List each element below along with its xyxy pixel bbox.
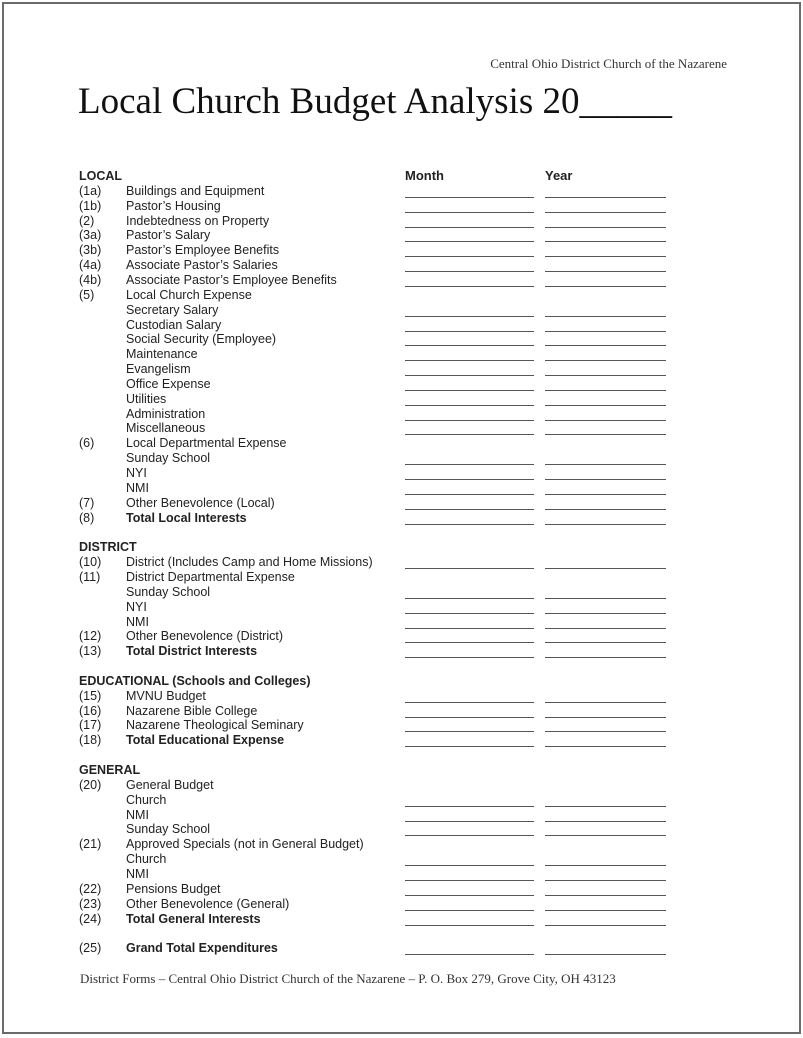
month-blank-line[interactable] <box>405 494 534 495</box>
line-label: Grand Total Expenditures <box>126 941 278 956</box>
year-blank-line[interactable] <box>545 286 666 287</box>
line-label: District Departmental Expense <box>126 570 295 584</box>
line-label: Administration <box>126 406 206 421</box>
line-label: NMI <box>126 807 149 822</box>
section-heading-label: EDUCATIONAL (Schools and Colleges) <box>79 673 311 688</box>
line-number: (16) <box>79 703 102 718</box>
line-label: Office Expense <box>126 376 211 391</box>
budget-row <box>79 704 679 719</box>
budget-row <box>79 184 679 199</box>
line-label: Secretary Salary <box>126 302 219 317</box>
line-label: Local Church Expense <box>126 287 252 302</box>
line-label: Pensions Budget <box>126 881 221 896</box>
budget-row <box>79 882 679 897</box>
section-heading-label: DISTRICT <box>79 540 137 555</box>
budget-row <box>79 837 679 852</box>
line-label: Custodian Salary <box>126 317 222 332</box>
line-label: Utilities <box>126 391 167 406</box>
line-number: (24) <box>79 911 102 926</box>
section-heading <box>79 763 679 778</box>
organization-name: Central Ohio District Church of the Nazarene <box>490 56 727 71</box>
year-blank-line[interactable] <box>545 821 666 822</box>
line-number: (3a) <box>79 228 102 243</box>
year-blank-line[interactable] <box>545 197 666 198</box>
month-blank-line[interactable] <box>405 212 534 213</box>
line-label: Pastor’s Employee Benefits <box>126 243 280 258</box>
budget-row <box>79 570 679 585</box>
month-blank-line[interactable] <box>405 509 534 510</box>
section-heading-label: GENERAL <box>79 763 141 777</box>
budget-row <box>79 822 679 837</box>
total-row <box>79 941 679 956</box>
budget-row <box>79 808 679 823</box>
line-number: (17) <box>79 718 102 733</box>
month-blank-line[interactable] <box>405 375 534 376</box>
line-label: General Budget <box>126 777 214 792</box>
line-label: Nazarene Bible College <box>126 703 258 718</box>
line-number: (25) <box>79 941 102 956</box>
line-label: Associate Pastor’s Salaries <box>126 258 278 273</box>
budget-row <box>79 496 679 511</box>
month-blank-line[interactable] <box>405 954 534 955</box>
budget-row <box>79 585 679 600</box>
line-label: NMI <box>126 480 149 495</box>
month-blank-line[interactable] <box>405 286 534 287</box>
year-blank-line[interactable] <box>545 568 666 569</box>
total-row <box>79 912 679 927</box>
year-blank-line[interactable] <box>545 613 666 614</box>
line-label: Maintenance <box>126 347 198 362</box>
line-label: NYI <box>126 466 147 480</box>
budget-row <box>79 615 679 630</box>
line-label: Other Benevolence (Local) <box>126 495 275 510</box>
line-number: (1b) <box>79 198 102 213</box>
year-blank-line[interactable] <box>545 241 666 242</box>
budget-row <box>79 629 679 644</box>
budget-row <box>79 243 679 258</box>
year-blank-line[interactable] <box>545 835 666 836</box>
line-label: Other Benevolence (General) <box>126 896 290 911</box>
month-blank-line[interactable] <box>405 524 534 525</box>
line-label: Sunday School <box>126 451 211 466</box>
budget-row <box>79 199 679 214</box>
budget-row <box>79 481 679 496</box>
budget-row <box>79 258 679 273</box>
year-blank-line[interactable] <box>545 331 666 332</box>
line-label: Total Local Interests <box>126 510 247 525</box>
line-number: (15) <box>79 688 102 703</box>
budget-row <box>79 303 679 318</box>
budget-row <box>79 436 679 451</box>
month-blank-line[interactable] <box>405 746 534 747</box>
budget-row <box>79 407 679 422</box>
line-label: Sunday School <box>126 584 211 599</box>
line-number: (6) <box>79 436 95 451</box>
year-blank-line[interactable] <box>545 642 666 643</box>
budget-row <box>79 421 679 436</box>
year-blank-line[interactable] <box>545 657 666 658</box>
year-blank-line[interactable] <box>545 375 666 376</box>
line-label: Miscellaneous <box>126 421 206 436</box>
budget-row <box>79 392 679 407</box>
budget-row <box>79 689 679 704</box>
line-number: (8) <box>79 510 95 525</box>
year-blank-line[interactable] <box>545 316 666 317</box>
budget-row <box>79 466 679 481</box>
line-number: (4a) <box>79 258 102 273</box>
budget-row <box>79 555 679 570</box>
budget-row <box>79 347 679 362</box>
line-number: (10) <box>79 555 102 570</box>
year-blank-line[interactable] <box>545 434 666 435</box>
line-number: (3b) <box>79 243 102 258</box>
line-number: (2) <box>79 213 95 228</box>
section-heading <box>79 674 679 689</box>
year-blank-line[interactable] <box>545 524 666 525</box>
line-label: NMI <box>126 614 149 629</box>
line-number: (5) <box>79 287 95 302</box>
month-blank-line[interactable] <box>405 821 534 822</box>
total-row <box>79 644 679 659</box>
line-label: Church <box>126 852 167 867</box>
year-blank-line[interactable] <box>545 494 666 495</box>
year-blank-line[interactable] <box>545 880 666 881</box>
year-blank-line[interactable] <box>545 212 666 213</box>
budget-row <box>79 377 679 392</box>
line-label: NYI <box>126 599 147 614</box>
month-blank-line[interactable] <box>405 197 534 198</box>
budget-row <box>79 867 679 882</box>
line-label: NMI <box>126 866 149 881</box>
budget-row <box>79 793 679 808</box>
line-number: (20) <box>79 777 102 792</box>
budget-row <box>79 288 679 303</box>
year-blank-line[interactable] <box>545 731 666 732</box>
line-number: (18) <box>79 733 102 748</box>
budget-form-page <box>2 2 801 1034</box>
line-number: (22) <box>79 881 102 896</box>
total-row <box>79 733 679 748</box>
budget-row <box>79 451 679 466</box>
budget-row <box>79 600 679 615</box>
budget-row <box>79 718 679 733</box>
year-blank-line[interactable] <box>545 910 666 911</box>
year-column-header: Year <box>545 168 573 183</box>
budget-row <box>79 332 679 347</box>
month-blank-line[interactable] <box>405 731 534 732</box>
budget-row <box>79 214 679 229</box>
line-label: Other Benevolence (District) <box>126 629 284 644</box>
month-blank-line[interactable] <box>405 434 534 435</box>
budget-row <box>79 362 679 377</box>
line-label: Nazarene Theological Seminary <box>126 718 304 733</box>
year-blank-line[interactable] <box>545 954 666 955</box>
budget-row <box>79 852 679 867</box>
line-number: (11) <box>79 570 101 584</box>
budget-row <box>79 778 679 793</box>
month-blank-line[interactable] <box>405 880 534 881</box>
total-row <box>79 511 679 526</box>
month-blank-line[interactable] <box>405 835 534 836</box>
line-number: (23) <box>79 896 102 911</box>
page-title: Local Church Budget Analysis 20_____ <box>78 81 672 122</box>
month-blank-line[interactable] <box>405 464 534 465</box>
line-label: MVNU Budget <box>126 688 206 703</box>
line-label: Pastor’s Salary <box>126 228 211 243</box>
line-number: (21) <box>79 837 102 852</box>
month-blank-line[interactable] <box>405 568 534 569</box>
month-blank-line[interactable] <box>405 316 534 317</box>
month-blank-line[interactable] <box>405 657 534 658</box>
line-label: Sunday School <box>126 822 211 837</box>
line-label: Total District Interests <box>126 644 258 659</box>
line-label: Church <box>126 792 167 807</box>
budget-row <box>79 318 679 333</box>
month-blank-line[interactable] <box>405 613 534 614</box>
budget-row <box>79 228 679 243</box>
month-blank-line[interactable] <box>405 910 534 911</box>
line-number: (7) <box>79 495 95 510</box>
line-label: Associate Pastor’s Employee Benefits <box>126 272 337 287</box>
line-number: (4b) <box>79 272 102 287</box>
section-heading <box>79 169 679 184</box>
footer-text: District Forms – Central Ohio District Church of the Nazarene – P. O. Box 279, Grove City, OH 43123 <box>80 971 616 986</box>
year-blank-line[interactable] <box>545 509 666 510</box>
budget-row <box>79 897 679 912</box>
line-label: Indebtedness on Property <box>126 213 270 228</box>
line-label: District (Includes Camp and Home Missions) <box>126 555 373 570</box>
line-label: Total General Interests <box>126 911 261 926</box>
year-blank-line[interactable] <box>545 925 666 926</box>
line-label: Buildings and Equipment <box>126 183 265 198</box>
section-heading <box>79 540 679 555</box>
year-blank-line[interactable] <box>545 390 666 391</box>
line-label: Social Security (Employee) <box>126 332 277 347</box>
line-label: Pastor’s Housing <box>126 198 221 213</box>
line-number: (12) <box>79 629 102 644</box>
month-blank-line[interactable] <box>405 390 534 391</box>
year-blank-line[interactable] <box>545 746 666 747</box>
line-label: Evangelism <box>126 362 191 376</box>
line-label: Local Departmental Expense <box>126 436 287 451</box>
section-heading-label: LOCAL <box>79 169 123 183</box>
month-blank-line[interactable] <box>405 241 534 242</box>
line-label: Total Educational Expense <box>126 733 285 748</box>
month-blank-line[interactable] <box>405 331 534 332</box>
month-blank-line[interactable] <box>405 642 534 643</box>
budget-row <box>79 273 679 288</box>
month-column-header: Month <box>405 168 444 183</box>
month-blank-line[interactable] <box>405 925 534 926</box>
line-number: (1a) <box>79 183 102 198</box>
year-blank-line[interactable] <box>545 464 666 465</box>
line-label: Approved Specials (not in General Budget) <box>126 837 364 852</box>
line-number: (13) <box>79 644 102 659</box>
